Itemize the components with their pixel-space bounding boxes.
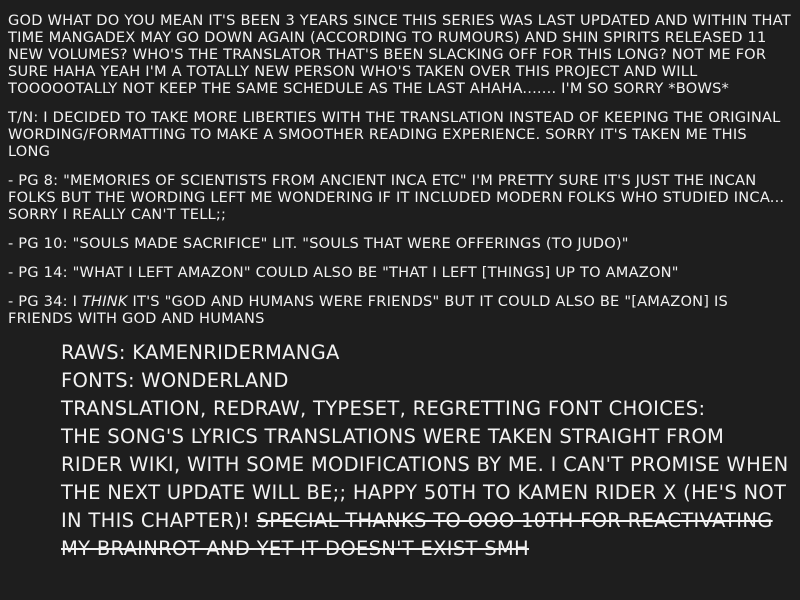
pg34-suffix: IT'S "GOD AND HUMANS WERE FRIENDS" BUT IT COULD ALSO BE "[AMAZON] IS FRIENDS WITH GOD AND HUMANS [8,293,728,327]
credits-raws: RAWS: KAMENRIDERMANGA [61,341,340,364]
credits-body-text: THE SONG'S LYRICS TRANSLATIONS WERE TAKEN STRAIGHT FROM RIDER WIKI, WITH SOME MODIFICATIONS BY ME. I CAN'T PROMISE WHEN THE NEXT UPDATE WILL BE;; HAPPY 50TH TO KAMEN RIDER X (HE'S NOT IN THIS CHAPTER)! [61,425,789,532]
credits-translation: TRANSLATION, REDRAW, TYPESET, REGRETTING FONT CHOICES: [61,397,706,420]
pg34-prefix: - PG 34: I [8,293,82,310]
credits-strikethrough: SPECIAL THANKS TO OOO 10TH FOR REACTIVATING MY BRAINROT AND YET IT DOESN'T EXIST SMH [61,509,773,560]
credits-fonts: FONTS: WONDERLAND [61,369,289,392]
pg34-note [8,293,792,327]
intro-note: GOD WHAT DO YOU MEAN IT'S BEEN 3 YEARS SINCE THIS SERIES WAS LAST UPDATED AND WITHIN THAT TIME MANGADEX MAY GO DOWN AGAIN (ACCORDING TO RUMOURS) AND SHIN SPIRITS RELEASED 11 NEW VOLUMES? WHO'S THE TRANSLATOR THAT'S BEEN SLACKING OFF FOR THIS LONG? NOT ME FOR SURE HAHA YEAH I'M A TOTALLY NEW PERSON WHO'S TAKEN OVER THIS PROJECT AND WILL TOOOOOTALLY NOT KEEP THE SAME SCHEDULE AS THE LAST AHAHA....... I'M SO SORRY *BOWS* [8,12,791,97]
credits-body [61,423,792,563]
pg34-emphasis: THINK [81,293,128,310]
pg14-note: - PG 14: "WHAT I LEFT AMAZON" COULD ALSO BE "THAT I LEFT [THINGS] UP TO AMAZON" [8,264,679,281]
tn-note: T/N: I DECIDED TO TAKE MORE LIBERTIES WITH THE TRANSLATION INSTEAD OF KEEPING THE ORIGINAL WORDING/FORMATTING TO MAKE A SMOOTHER READING EXPERIENCE. SORRY IT'S TAKEN ME THIS LONG [8,109,781,160]
pg8-note: - PG 8: "MEMORIES OF SCIENTISTS FROM ANCIENT INCA ETC" I'M PRETTY SURE IT'S JUST THE INCAN FOLKS BUT THE WORDING LEFT ME WONDERING IF IT INCLUDED MODERN FOLKS WHO STUDIED INCA... SORRY I REALLY CAN'T TELL;; [8,172,785,223]
pg10-note: - PG 10: "SOULS MADE SACRIFICE" LIT. "SOULS THAT WERE OFFERINGS (TO JUDO)" [8,235,629,252]
credits-block [61,339,792,563]
